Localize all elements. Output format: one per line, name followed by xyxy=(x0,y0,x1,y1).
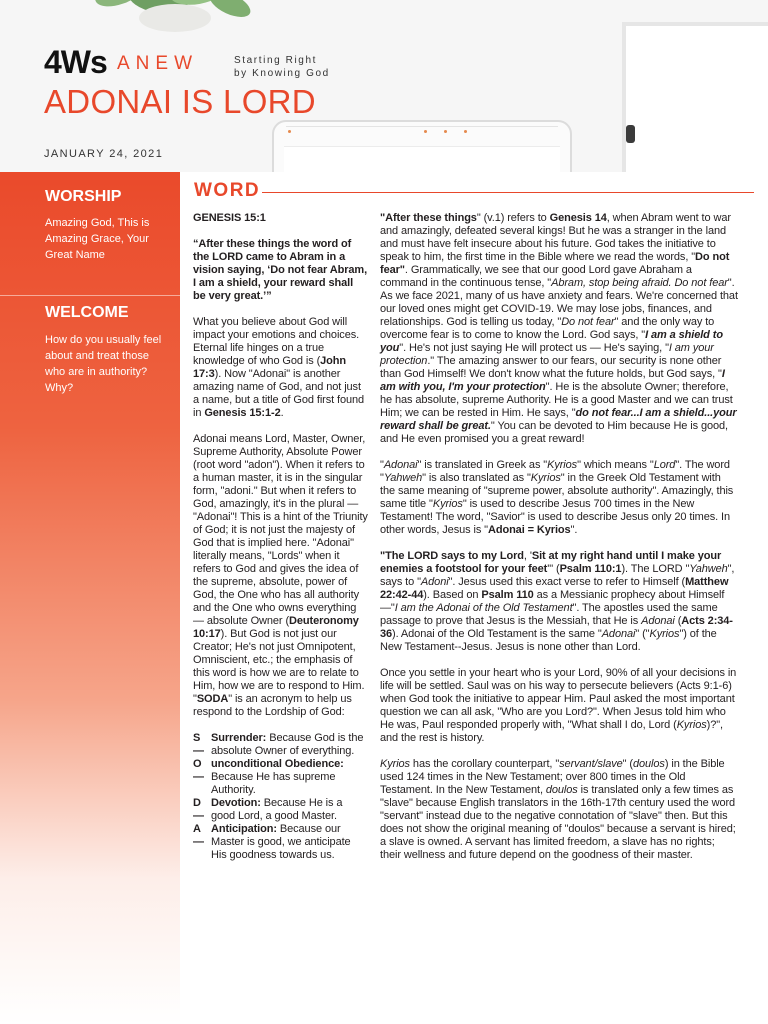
sidebar xyxy=(0,172,180,1024)
soda-item: D — Devotion: Because He is a good Lord, a good Master. xyxy=(193,797,343,822)
word-column-right xyxy=(380,212,738,862)
sidebar-divider xyxy=(0,295,180,296)
tagline-line-1: Starting Right xyxy=(234,55,317,66)
paragraph: "The LORD says to my Lord, 'Sit at my right hand until I make your enemies a footstool for your feet'" (Psalm 110:1). The LORD "Yahweh", says to "Adoni". Jesus used this exact verse to refer to Himself (Matthew 22:42-44). Based on Psalm 110 as a Messianic prophecy about Himself—"I am the Adonai of the Old Testament". The apostles used the same passage to prove that Jesus is the Messiah, that He is Adonai (Acts 2:34-36). Adonai of the Old Testament is the same "Adonai" ("Kyrios") of the New Testament--Jesus. Jesus is none other than Lord. xyxy=(380,550,735,653)
worship-heading: WORSHIP xyxy=(45,188,122,205)
worship-text: Amazing God, This is Amazing Grace, Your Great Name xyxy=(45,217,150,261)
page-title: ADONAI IS LORD xyxy=(44,83,316,120)
word-column-left xyxy=(193,212,368,862)
brand-subtitle: ANEW xyxy=(117,53,198,74)
paragraph: Adonai means Lord, Master, Owner, Supreme Authority, Absolute Power (root word "adon"). When it refers to a human master, it is in the singular form, "adoni." But when it refers to God, amazingly, it's in the plural — "Adonai"! This is a hint of the Triunity of God; it is not just the majesty of God that is implied here. "Adonai" literally means, "Lords" when it refers to God and gives the idea of the supreme, absolute, power of God, the One who has all authority and the One who owns everything — absolute Owner (Deuteronomy 10:17). But God is not just our Creator; He's not just Omnipotent, Omniscient, etc.; the emphasis of this word is how we are to relate to Him, how we are to respond to Him. "SODA" is an acronym to help us respond to the Lordship of God: xyxy=(193,433,368,718)
brand-tagline xyxy=(234,54,330,80)
brand-logo-text: 4Ws xyxy=(44,44,107,80)
tagline-line-2: by Knowing God xyxy=(234,68,330,79)
paragraph: Kyrios has the corollary counterpart, "servant/slave" (doulos) in the Bible used 124 times in the New Testament; over 800 times in the Old Testament. In the New Testament, doulos is translated only a few times as "slave" because English translators in the 16th-17th century used the word "servant" instead due to the negative connotation of "slave" then. But this does not show the original meaning of "doulos" because a servant is hired; a slave is owned. A servant has limited freedom, a slave has no rights; their wellness and future depend on the goodness of their master. xyxy=(380,758,736,861)
tablet-image xyxy=(272,120,572,172)
verse-reference: GENESIS 15:1 xyxy=(193,212,266,224)
clipboard-image xyxy=(622,22,768,172)
welcome-heading: WELCOME xyxy=(45,304,129,321)
paragraph: "Adonai" is translated in Greek as "Kyrios" which means "Lord". The word "Yahweh" is also translated as "Kyrios" in the Greek Old Testament with the same meaning of "supreme power, absolute authority". Amazingly, this same title "Kyrios" is used to describe Jesus 700 times in the New Testament! The word, "Savior" is used to describe Jesus only 20 times. In other words, Jesus is "Adonai = Kyrios". xyxy=(380,459,734,536)
soda-item: S — Surrender: Because God is the absolute Owner of everything. xyxy=(193,732,364,757)
word-heading-rule xyxy=(262,192,754,193)
verse-text: “After these things the word of the LORD came to Abram in a vision saying, ‘Do not fear Abram, I am a shield, your reward shall be very great.’” xyxy=(193,238,368,302)
plant-leaves-image xyxy=(80,0,260,40)
word-heading: WORD xyxy=(194,180,261,201)
soda-item: O — unconditional Obedience: Because He has supreme Authority. xyxy=(193,758,344,796)
paragraph: Once you settle in your heart who is your Lord, 90% of all your decisions in life will be settled. Saul was on his way to persecute believers (Acts 9:1-6) when God took the initiative to appear Him. Paul asked the most important question we can all ask, "Who are you Lord?". When Jesus told him who He was, Paul responded properly with, "What shall I do, Lord (Kyrios)?", and the rest is history. xyxy=(380,667,737,744)
welcome-text: How do you usually feel about and treat those who are in authority? Why? xyxy=(45,334,162,394)
header-banner xyxy=(0,0,768,172)
clipboard-clip-image xyxy=(626,125,635,143)
issue-date: JANUARY 24, 2021 xyxy=(44,148,164,160)
paragraph: What you believe about God will impact your emotions and choices. Eternal life hinges on a true knowledge of who God is (John 17:3). Now "Adonai" is another amazing name of God, and not just a name, but a title of God first found in Genesis 15:1-2. xyxy=(193,316,365,419)
paragraph: "After these things" (v.1) refers to Genesis 14, when Abram went to war and amazingly, defeated several kings! But he was a stranger in the land and must have felt insecure about his future. God takes the initiative to speak to him, the first time in the Bible where we read the words, "Do not fear". Grammatically, we see that our good Lord gave Abraham a command in the continuous tense, "Abram, stop being afraid. Do not fear". As we face 2021, many of us have anxiety and fears. We're concerned that our loved ones might get COVID-19. We may lose jobs, finances, and relationships. God is telling us today, "Do not fear" and the only way to overcome fear is to come to know the Lord. God says, "I am a shield to you". He's not just saying He will protect us — He's saying, "I am your protection." The amazing answer to our fears, our security is none other than God Himself! We don't know what the future holds, but God says, "I am with you, I'm your protection". He is the absolute Owner; therefore, he has absolute, supreme Authority. He is a good Master and we can trust Him; we can be rested in Him. He says, "do not fear...I am a shield...your reward shall be great." You can be devoted to Him because He is good, and He even promised you a great reward! xyxy=(380,212,738,445)
soda-item: A — Anticipation: Because our Master is good, we anticipate His goodness towards us. xyxy=(193,823,351,861)
